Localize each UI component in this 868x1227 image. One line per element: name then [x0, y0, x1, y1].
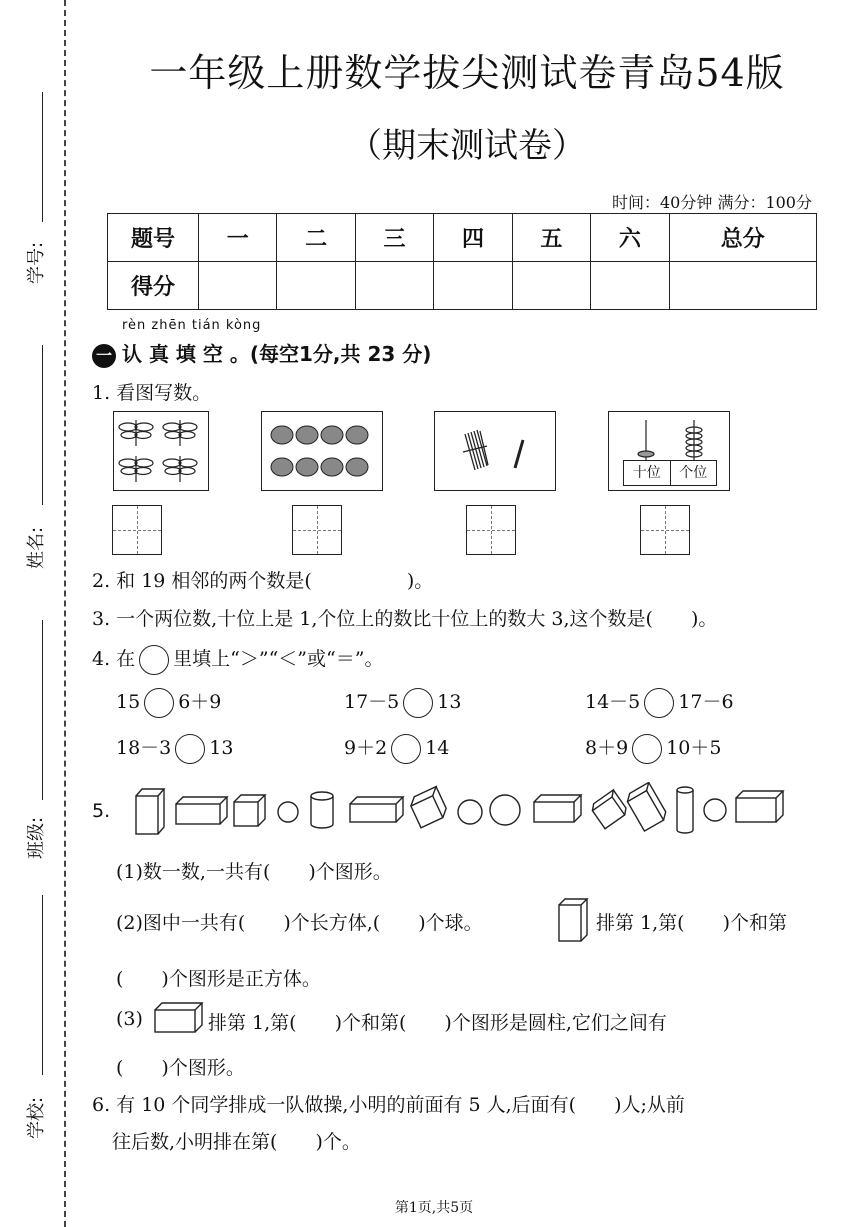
section-title: 认 真 填 空 。(每空1分,共 23 分) — [122, 342, 432, 366]
answer-grid-box[interactable] — [112, 505, 162, 555]
compare-left: 15 — [116, 691, 141, 713]
sphere-icon — [490, 795, 520, 825]
cuboid-icon — [736, 791, 783, 822]
question-4-text-b: 里填上“＞”“＜”或“＝”。 — [173, 648, 384, 670]
dragonfly-icon-group — [114, 412, 208, 490]
compare-right: 13 — [437, 691, 462, 713]
answer-grid-box[interactable] — [292, 505, 342, 555]
name-label: 姓名: — [26, 526, 48, 570]
cuboid-icon — [534, 795, 581, 822]
compare-item — [585, 687, 734, 718]
school-line — [42, 895, 43, 1075]
compare-circle[interactable] — [144, 688, 174, 718]
answer-grid-box[interactable] — [640, 505, 690, 555]
compare-left: 8＋9 — [585, 737, 629, 759]
cuboid-icon — [590, 790, 629, 829]
compare-left: 17－5 — [344, 691, 400, 713]
cuboid-icon — [152, 1000, 206, 1036]
compare-right: 13 — [209, 737, 234, 759]
question-4-text — [92, 644, 383, 675]
cylinder-icon — [677, 787, 693, 833]
question-1-text: 1. 看图写数。 — [92, 382, 212, 404]
compare-item — [585, 733, 721, 764]
score-input-cell[interactable] — [277, 262, 355, 310]
time-info: 时间：40分钟 满分：100分 — [612, 193, 812, 212]
question-3-text: 3. 一个两位数,十位上是 1,个位上的数比十位上的数大 3,这个数是( )。 — [92, 608, 718, 630]
score-input-cell[interactable] — [355, 262, 433, 310]
question-5-part-2b: 排第 1,第( )个和第 — [596, 912, 787, 934]
page-number: 第1页,共5页 — [394, 1200, 474, 1216]
table-cell: 六 — [591, 214, 669, 262]
compare-left: 9＋2 — [344, 737, 388, 759]
table-cell: 一 — [199, 214, 277, 262]
dragonflies-picture — [113, 411, 209, 491]
section-heading — [92, 338, 431, 368]
compare-item — [116, 733, 233, 764]
compare-circle[interactable] — [391, 734, 421, 764]
table-cell: 题号 — [108, 214, 199, 262]
compare-right: 6＋9 — [178, 691, 222, 713]
score-input-cell[interactable] — [669, 262, 816, 310]
abacus-ones-label: 个位 — [679, 465, 708, 481]
student-no-label: 学号: — [26, 241, 48, 285]
score-table — [107, 213, 817, 310]
sticks-picture — [434, 411, 556, 491]
page-subtitle: （期末测试卷） — [348, 126, 586, 166]
question-6-line-1: 6. 有 10 个同学排成一队做操,小明的前面有 5 人,后面有( )人;从前 — [92, 1094, 685, 1116]
table-cell: 四 — [434, 214, 512, 262]
compare-left: 14－5 — [585, 691, 641, 713]
abacus-picture — [608, 411, 730, 491]
cuboid-icon — [176, 797, 227, 824]
score-table-score-row — [108, 262, 817, 310]
score-input-cell[interactable] — [434, 262, 512, 310]
cube-icon — [234, 795, 265, 826]
binding-dashed-line — [64, 0, 66, 1227]
compare-right: 10＋5 — [666, 737, 722, 759]
compare-left: 18－3 — [116, 737, 172, 759]
table-cell: 总分 — [669, 214, 816, 262]
question-5-part-3c: ( )个图形。 — [116, 1057, 245, 1079]
question-5-part-2a: (2)图中一共有( )个长方体,( )个球。 — [116, 912, 483, 934]
compare-circle[interactable] — [403, 688, 433, 718]
class-label: 班级: — [26, 816, 48, 860]
school-label: 学校: — [26, 1096, 48, 1140]
compare-right: 14 — [425, 737, 450, 759]
cuboid-icon — [350, 797, 403, 822]
section-number-badge: 一 — [92, 344, 116, 368]
abacus-label-box — [623, 460, 717, 486]
score-input-cell[interactable] — [199, 262, 277, 310]
sphere-icon — [458, 800, 482, 824]
cuboid-icon — [136, 789, 164, 834]
compare-right: 17－6 — [678, 691, 734, 713]
cuboid-icon — [556, 895, 590, 945]
score-table-header-row — [108, 214, 817, 262]
answer-grid-box[interactable] — [466, 505, 516, 555]
name-line — [42, 345, 43, 505]
question-5-part-3b: 排第 1,第( )个和第( )个图形是圆柱,它们之间有 — [208, 1012, 667, 1034]
question-2-text: 2. 和 19 相邻的两个数是( )。 — [92, 570, 434, 592]
table-cell: 三 — [355, 214, 433, 262]
sphere-icon — [278, 802, 298, 822]
compare-item — [116, 687, 221, 718]
sticks-bundle-icon — [435, 412, 555, 490]
table-cell: 五 — [512, 214, 590, 262]
compare-circle-icon — [139, 645, 169, 675]
compare-circle[interactable] — [644, 688, 674, 718]
page-title: 一年级上册数学拔尖测试卷青岛54版 — [149, 51, 785, 95]
abacus-icon — [609, 412, 729, 462]
cube-icon — [408, 787, 449, 828]
question-5-part-2c: ( )个图形是正方体。 — [116, 968, 321, 990]
abacus-tens-label: 十位 — [624, 461, 671, 485]
compare-circle[interactable] — [175, 734, 205, 764]
cylinder-icon — [311, 792, 333, 828]
score-input-cell[interactable] — [591, 262, 669, 310]
compare-item — [344, 733, 449, 764]
section-pinyin: rèn zhēn tián kòng — [122, 318, 262, 333]
score-input-cell[interactable] — [512, 262, 590, 310]
question-5-label: 5. — [92, 800, 111, 822]
class-line — [42, 620, 43, 800]
cuboid-icon — [624, 782, 668, 831]
table-cell: 二 — [277, 214, 355, 262]
sphere-icon — [704, 799, 726, 821]
question-6-line-2: 往后数,小明排在第( )个。 — [112, 1131, 361, 1153]
student-no-line — [42, 92, 43, 222]
question-5-part-1: (1)数一数,一共有( )个图形。 — [116, 861, 392, 883]
compare-item — [344, 687, 461, 718]
strawberries-picture — [261, 411, 383, 491]
shapes-row — [130, 782, 790, 842]
question-5-part-3a: (3) — [116, 1008, 143, 1030]
compare-circle[interactable] — [632, 734, 662, 764]
question-4-text-a: 4. 在 — [92, 648, 136, 670]
table-cell: 得分 — [108, 262, 199, 310]
strawberry-icon-group — [262, 412, 382, 490]
